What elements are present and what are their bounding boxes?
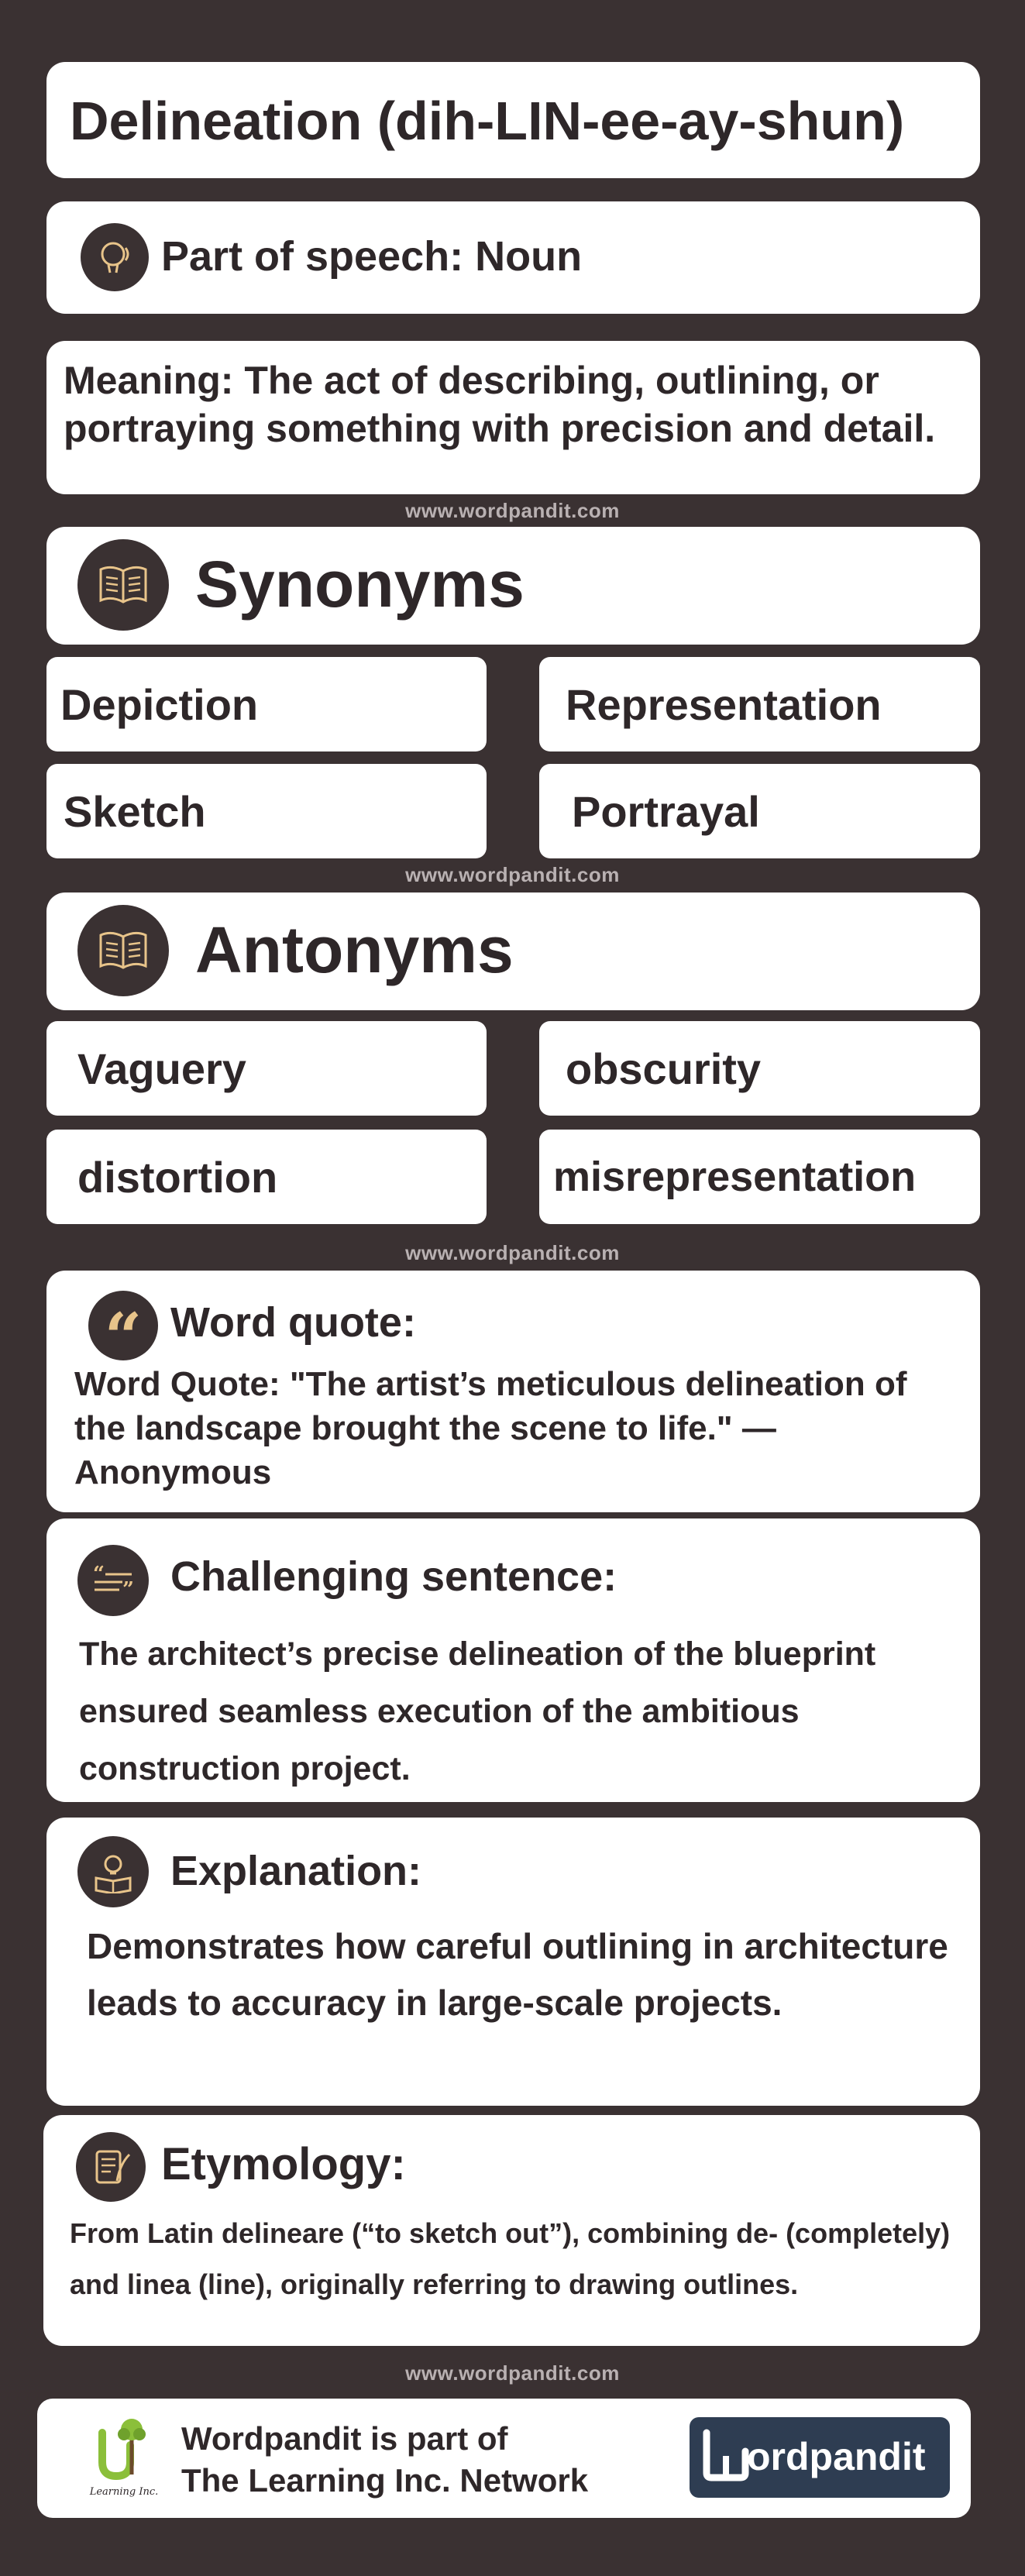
antonyms-header-card — [46, 892, 980, 1010]
quote-lines-icon — [77, 1545, 149, 1616]
svg-text:“: “ — [93, 1565, 105, 1586]
meaning-card — [46, 341, 980, 494]
antonym-item — [539, 1021, 980, 1116]
wordpandit-w-mark-icon — [702, 2428, 750, 2482]
etymology-heading: Etymology: — [161, 2139, 406, 2189]
footer-line-1: Wordpandit is part of — [181, 2420, 508, 2457]
footer-line-2: The Learning Inc. Network — [181, 2462, 589, 2499]
antonym-label: Vaguery — [77, 1044, 246, 1093]
part-of-speech-card — [46, 201, 980, 314]
book-icon — [77, 905, 169, 996]
challenging-text: The architect’s precise delineation of the blueprint ensured seamless execution of the ambitious construction project. — [79, 1635, 876, 1787]
scroll-quill-icon — [76, 2132, 146, 2202]
antonym-item — [46, 1021, 487, 1116]
synonyms-heading: Synonyms — [195, 548, 525, 621]
synonyms-header-card — [46, 527, 980, 645]
synonym-item — [46, 657, 487, 751]
explanation-text: Demonstrates how careful outlining in architecture leads to accuracy in large-scale projects. — [87, 1926, 948, 2023]
challenging-card — [46, 1518, 980, 1802]
explanation-heading: Explanation: — [170, 1848, 422, 1894]
antonym-item — [539, 1130, 980, 1224]
part-of-speech: Part of speech: Noun — [161, 233, 583, 280]
wordpandit-brand-text: ordpandit — [747, 2435, 926, 2478]
etymology-text: From Latin delineare (“to sketch out”), combining de- (completely) and linea (line), originally referring to drawing outlines. — [70, 2217, 951, 2300]
svg-text:”: ” — [122, 1578, 134, 1596]
antonym-label: obscurity — [566, 1044, 762, 1093]
word-title: Delineation (dih-LIN-ee-ay-shun) — [70, 91, 905, 151]
watermark: www.wordpandit.com — [405, 499, 620, 522]
antonym-label: misrepresentation — [553, 1154, 917, 1200]
speaking-head-icon — [81, 223, 149, 291]
quote-heading: Word quote: — [170, 1299, 416, 1346]
footer-card — [37, 2399, 971, 2518]
book-icon — [77, 539, 169, 631]
antonym-label: distortion — [77, 1152, 278, 1202]
quote-icon: “ — [88, 1291, 158, 1360]
watermark: www.wordpandit.com — [405, 863, 620, 886]
synonym-label: Representation — [566, 679, 882, 729]
learning-inc-logo — [85, 2414, 163, 2504]
synonym-item — [539, 764, 980, 858]
synonym-label: Depiction — [60, 679, 259, 729]
etymology-card — [43, 2115, 980, 2346]
antonym-item — [46, 1130, 487, 1224]
synonym-item — [46, 764, 487, 858]
explanation-card — [46, 1818, 980, 2106]
synonym-label: Portrayal — [572, 786, 760, 836]
watermark: www.wordpandit.com — [405, 2361, 620, 2385]
lightbulb-book-icon — [77, 1836, 149, 1907]
synonym-item — [539, 657, 980, 751]
title-card — [46, 62, 980, 178]
synonym-label: Sketch — [64, 786, 206, 836]
watermark: www.wordpandit.com — [405, 1241, 620, 1264]
meaning-text: Meaning: The act of describing, outlining, or portraying something with precision and detail. — [64, 359, 936, 450]
challenging-heading: Challenging sentence: — [170, 1553, 617, 1600]
quote-text: Word Quote: "The artist’s meticulous delineation of the landscape brought the scene to life." — Anonymous — [74, 1365, 907, 1491]
antonyms-heading: Antonyms — [195, 913, 514, 986]
wordpandit-logo — [690, 2417, 950, 2498]
learning-inc-logo-text: Learning Inc. — [89, 2486, 159, 2498]
quote-card — [46, 1271, 980, 1512]
